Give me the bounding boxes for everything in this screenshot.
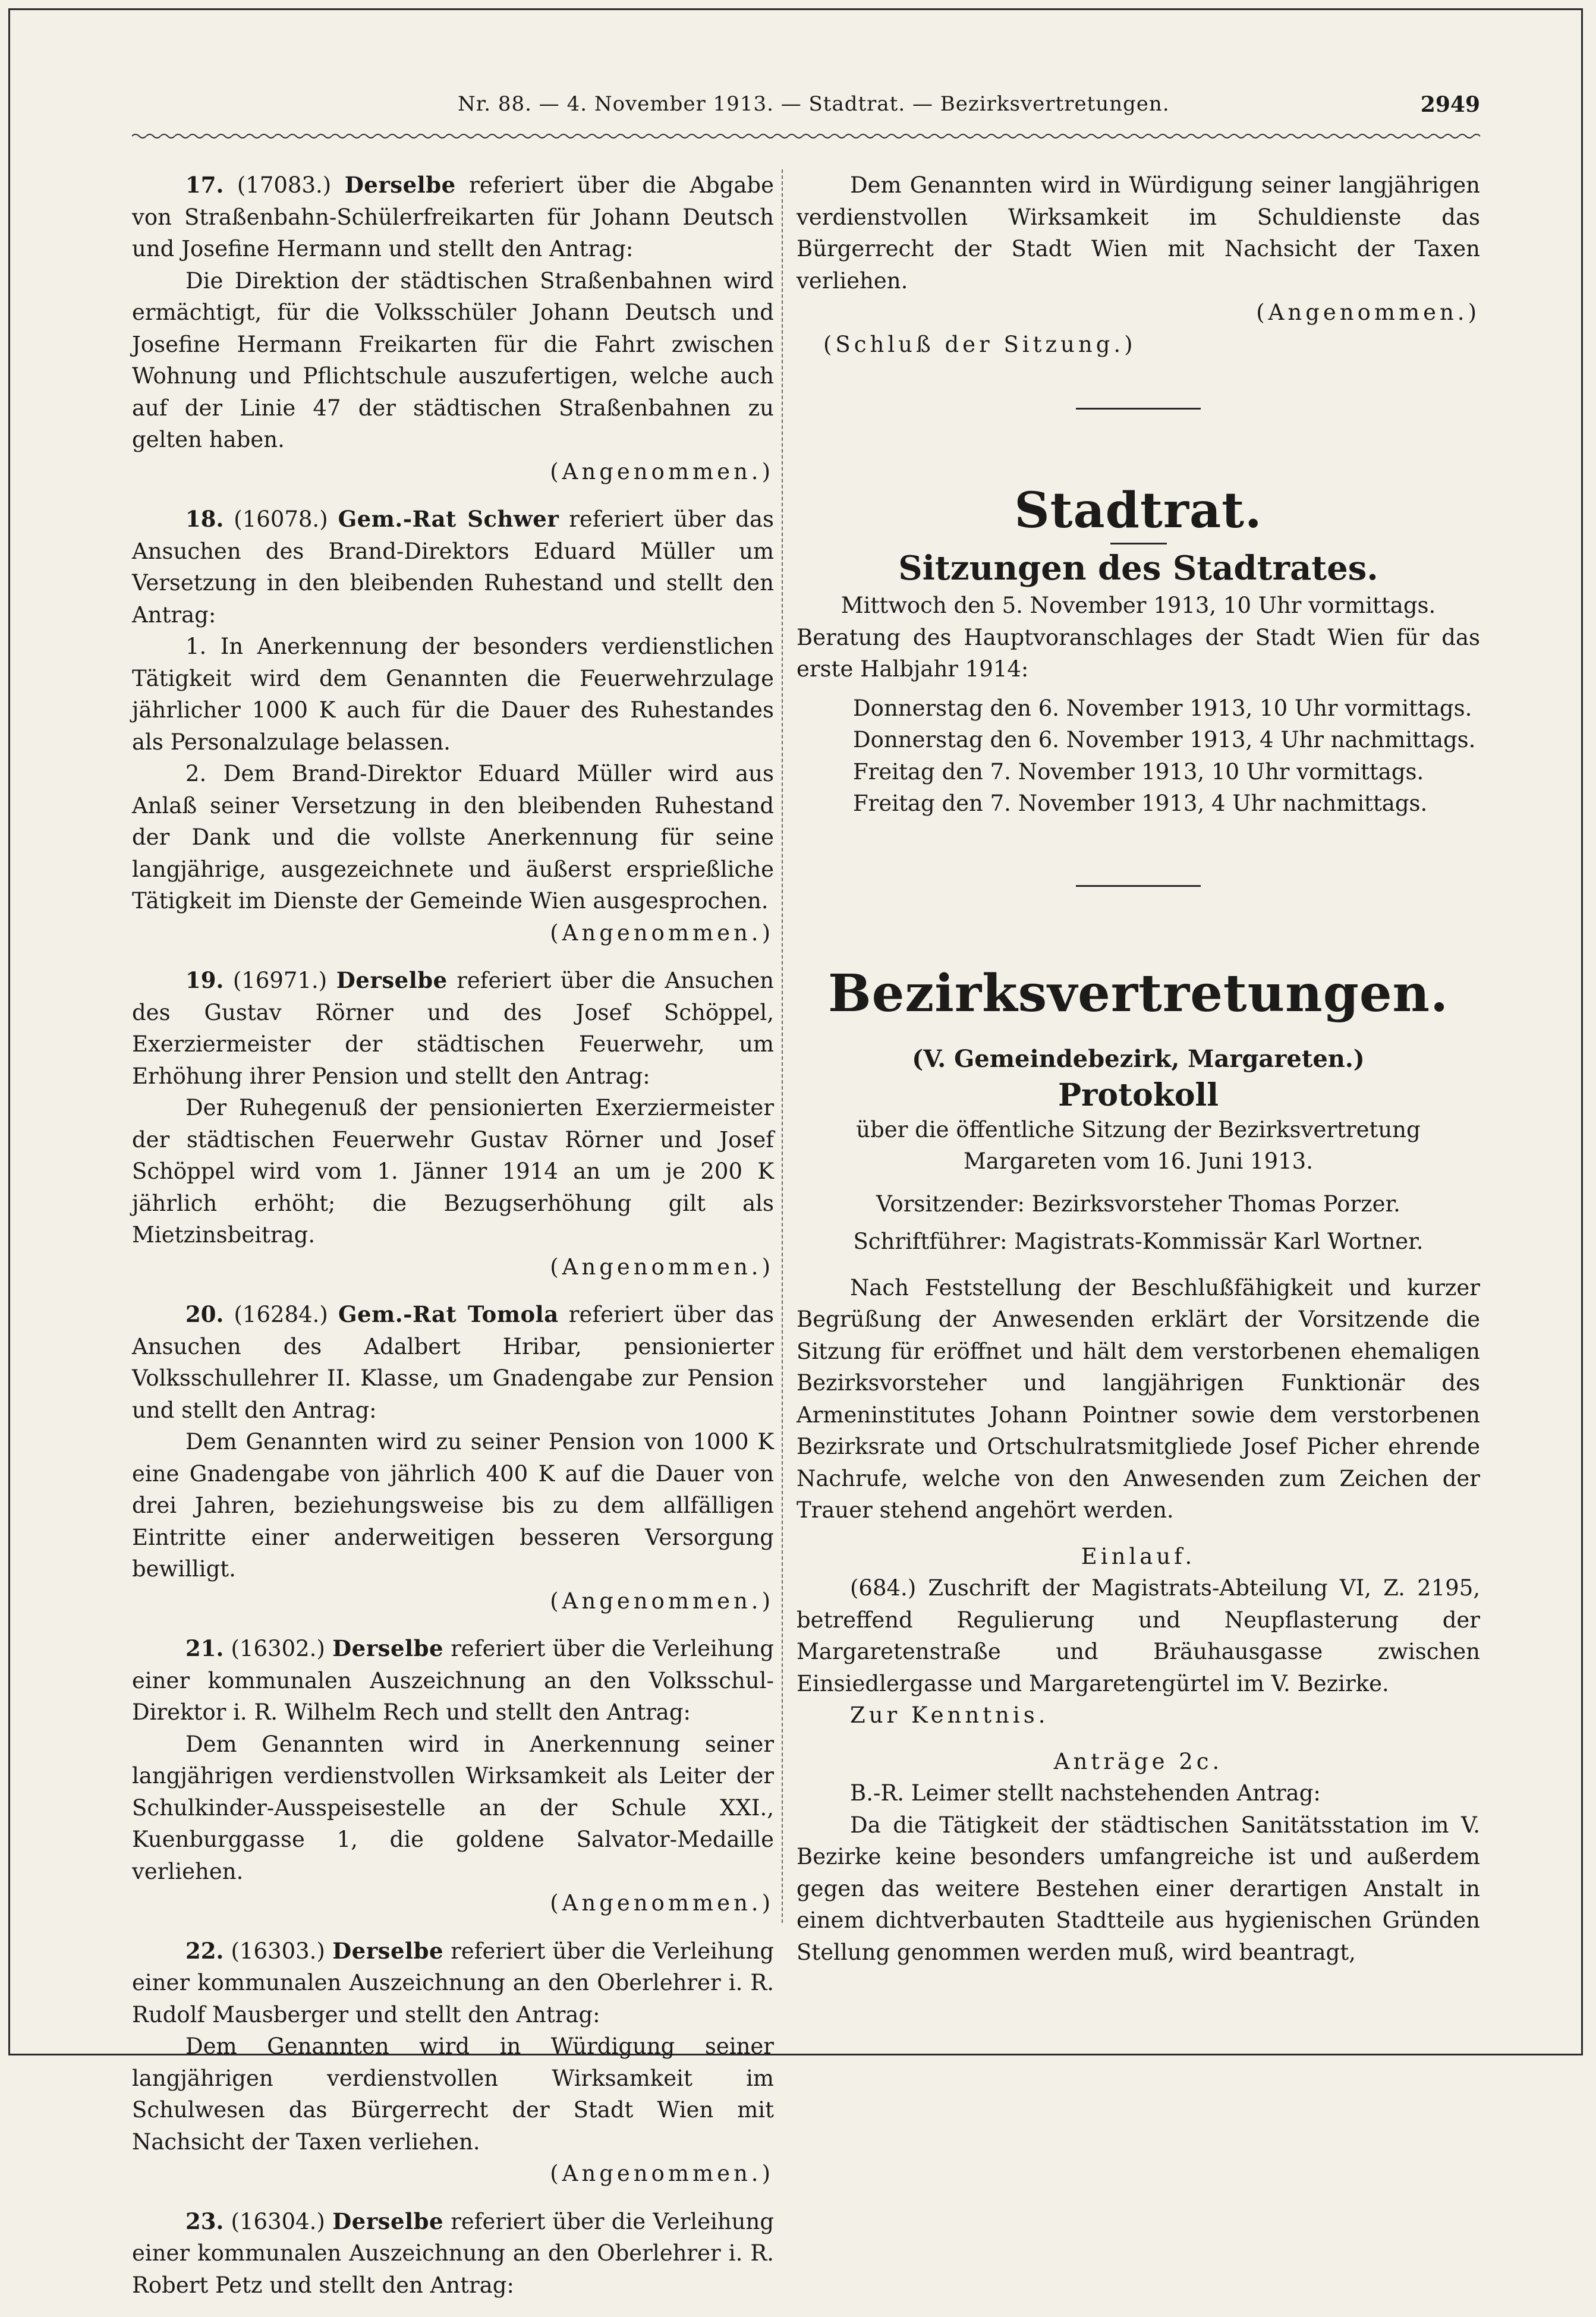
session-end: (Schluß der Sitzung.) bbox=[823, 331, 1137, 357]
bezirk-title: Bezirksvertretungen. bbox=[827, 963, 1449, 1024]
item-text: referiert über die Verleihung einer kommunalen Auszeichnung an den Volksschul-Direktor i. R. Wilhelm Rech und stellt den Antrag: bbox=[132, 1636, 775, 1725]
result: (Angenommen.) bbox=[550, 920, 774, 946]
item-22 bbox=[132, 1935, 774, 2190]
item-21 bbox=[132, 1633, 774, 1919]
item-text: referiert über die Ansuchen des Gustav Rörner und des Josef Schöppel, Exerziermeister der städtischen Feuerwehr, um Erhöhung ihrer Pension und stellt den Antrag: bbox=[132, 968, 774, 1089]
motion: Dem Genannten wird in Würdigung seiner langjährigen verdienstvollen Wirksamkeit im Schulwesen das Bürgerrecht der Stadt Wien mit Nachsicht der Taxen verliehen. bbox=[132, 2033, 774, 2155]
item-number: 21. bbox=[185, 1635, 224, 1661]
page-header bbox=[131, 92, 1480, 128]
item-20 bbox=[132, 1299, 774, 1617]
right-column bbox=[797, 169, 1480, 1968]
leimer-motion: B.-R. Leimer stellt nachstehenden Antrag: bbox=[850, 1780, 1321, 1806]
speaker: Derselbe bbox=[332, 2208, 444, 2234]
running-title: Nr. 88. — 4. November 1913. — Stadtrat. — Bezirksvertretungen. bbox=[458, 92, 1170, 116]
item-23 bbox=[132, 2206, 774, 2302]
speaker: Derselbe bbox=[336, 967, 448, 993]
motion: Der Ruhegenuß der pensionierten Exerziermeister der städtischen Feuerwehr Gustav Rörner und Josef Schöppel wird vom 1. Jänner 1914 an um je 200 K jährlich erhöht; die Bezugserhöhung gilt als Mietzinsbeitrag. bbox=[132, 1095, 774, 1248]
speaker: Gem.-Rat Tomola bbox=[338, 1301, 559, 1327]
speaker: Derselbe bbox=[332, 1937, 444, 1964]
item-19 bbox=[132, 965, 774, 1283]
item-number: 18. bbox=[185, 506, 224, 532]
item-number: 20. bbox=[185, 1301, 224, 1327]
stadtrat-subtitle: Sitzungen des Stadtrates. bbox=[898, 549, 1378, 588]
item-ref: (16302.) bbox=[231, 1636, 325, 1661]
result: (Angenommen.) bbox=[550, 1254, 774, 1280]
leimer-text: Da die Tätigkeit der städtischen Sanitätsstation im V. Bezirke keine besonders umfangreiche ist und außerdem gegen das weitere Bestehen einer derartigen Anstalt in einem dichtverbauten Stadtteile aus hygienischen Gründen Stellung genommen werden muß, wird beantragt, bbox=[797, 1812, 1480, 1965]
speaker: Derselbe bbox=[332, 1635, 444, 1661]
title-rule bbox=[1110, 543, 1167, 544]
stadtrat-line-1: Mittwoch den 5. November 1913, 10 Uhr vormittags. bbox=[841, 593, 1436, 618]
item-ref: (16971.) bbox=[232, 968, 328, 993]
motion-1: 1. In Anerkennung der besonders verdienstlichen Tätigkeit wird dem Genannten die Feuerwehrzulage jährlicher 1000 K auch für die Dauer des Ruhestandes als Personalzulage belassen. bbox=[132, 634, 774, 755]
schedule-date: Donnerstag den 6. November 1913, 4 Uhr nachmittags. bbox=[853, 727, 1476, 753]
schedule-date: Freitag den 7. November 1913, 10 Uhr vormittags. bbox=[853, 758, 1424, 785]
stadtrat-title: Stadtrat. bbox=[1014, 482, 1263, 539]
speaker: Derselbe bbox=[344, 172, 456, 198]
section-rule bbox=[1076, 408, 1201, 410]
result: (Angenommen.) bbox=[550, 458, 774, 484]
result: (Angenommen.) bbox=[550, 2161, 774, 2186]
left-column bbox=[132, 169, 774, 2317]
item-text: referiert über das Ansuchen des Brand-Direktors Eduard Müller um Versetzung in den bleibenden Ruhestand und stellt den Antrag: bbox=[132, 506, 775, 628]
item-ref: (16078.) bbox=[234, 506, 328, 532]
speaker: Gem.-Rat Schwer bbox=[338, 506, 559, 532]
einlauf-note: Zur Kenntnis. bbox=[850, 1702, 1049, 1728]
motion: Dem Genannten wird zu seiner Pension von 1000 K eine Gnadengabe von jährlich 400 K auf die Dauer von drei Jahren, beziehungsweise bis zu dem allfälligen Eintritte einer anderweitigen besseren Versorgung bewilligt. bbox=[132, 1429, 774, 1582]
antraege-heading: Anträge 2c. bbox=[1053, 1748, 1223, 1774]
column-divider bbox=[782, 169, 784, 1923]
item-ref: (16304.) bbox=[231, 2208, 325, 2234]
motion: Dem Genannten wird in Anerkennung seiner langjährigen verdienstvollen Wirksamkeit als Leiter der Schulkinder-Ausspeisestelle an der Schule XXI., Kuenburggasse 1, die goldene Salvator-Medaille verliehen. bbox=[132, 1731, 774, 1884]
section-rule bbox=[1076, 885, 1201, 887]
schedule-date: Donnerstag den 6. November 1913, 10 Uhr vormittags. bbox=[853, 695, 1472, 721]
item-number: 23. bbox=[185, 2208, 224, 2234]
protokoll-intro: über die öffentliche Sitzung der Bezirksvertretung Margareten vom 16. Juni 1913. bbox=[856, 1116, 1421, 1174]
chairman: Vorsitzender: Bezirksvorsteher Thomas Porzer. bbox=[876, 1191, 1400, 1217]
schedule-date: Freitag den 7. November 1913, 4 Uhr nachmittags. bbox=[853, 791, 1428, 816]
result: (Angenommen.) bbox=[550, 1890, 774, 1916]
item-ref: (16284.) bbox=[234, 1302, 328, 1327]
einlauf-text: (684.) Zuschrift der Magistrats-Abteilung VI, Z. 2195, betreffend Regulierung und Neupflasterung der Margaretenstraße und Bräuhausgasse zwischen Einsiedlergasse und Margaretengürtel im V. Bezirke. bbox=[797, 1575, 1480, 1696]
motion: Die Direktion der städtischen Straßenbahnen wird ermächtigt, für die Volksschüler Johann Deutsch und Josefine Hermann Freikarten für die Fahrt zwischen Wohnung und Pflichtschule auszufertigen, welche auch auf der Linie 47 der städtischen Straßenbahnen zu gelten haben. bbox=[132, 267, 774, 452]
result: (Angenommen.) bbox=[550, 1588, 774, 1614]
district-heading: (V. Gemeindebezirk, Margareten.) bbox=[912, 1044, 1365, 1073]
item-number: 22. bbox=[185, 1937, 224, 1964]
item-text: referiert über das Ansuchen des Adalbert Hribar, pensionierter Volksschullehrer II. Klasse, um Gnadengabe zur Pension und stellt den Antrag: bbox=[132, 1302, 774, 1423]
einlauf-heading: Einlauf. bbox=[1081, 1543, 1196, 1569]
header-wavy-rule bbox=[132, 132, 1480, 140]
item-text: referiert über die Verleihung einer kommunalen Auszeichnung an den Oberlehrer i. R. Rudolf Mausberger und stellt den Antrag: bbox=[132, 1938, 775, 2028]
stadtrat-line-2: Beratung des Hauptvoranschlages der Stadt Wien für das erste Halbjahr 1914: bbox=[797, 624, 1480, 682]
item-number: 17. bbox=[185, 172, 224, 198]
item-ref: (17083.) bbox=[237, 172, 332, 198]
motion-2: 2. Dem Brand-Direktor Eduard Müller wird aus Anlaß seiner Versetzung in den bleibenden Ruhestand der Dank und die vollste Anerkennung für seine langjährige, ausgezeichnete und äußerst ersprießliche Tätigkeit im Dienste der Gemeinde Wien ausgesprochen. bbox=[132, 761, 774, 914]
continued-result: (Angenommen.) bbox=[1256, 300, 1480, 325]
continued-motion: Dem Genannten wird in Würdigung seiner langjährigen verdienstvollen Wirksamkeit im Schuldienste das Bürgerrecht der Stadt Wien mit Nachsicht der Taxen verliehen. bbox=[797, 172, 1480, 294]
item-number: 19. bbox=[185, 967, 224, 993]
opening-text: Nach Feststellung der Beschlußfähigkeit und kurzer Begrüßung der Anwesenden erklärt der Vorsitzende die Sitzung für eröffnet und hält dem verstorbenen ehemaligen Bezirksvorsteher und langjährigen Funktionär des Armeninstitutes Johann Pointner sowie dem verstorbenen Bezirksrate und Ortschulratsmitgliede Josef Picher ehrende Nachrufe, welche von den Anwesenden zum Zeichen der Trauer stehend angehört werden. bbox=[797, 1274, 1480, 1523]
item-18 bbox=[132, 503, 774, 949]
item-text: referiert über die Abgabe von Straßenbahn-Schülerfreikarten für Johann Deutsch und Josefine Hermann und stellt den Antrag: bbox=[132, 172, 774, 262]
item-text: referiert über die Verleihung einer kommunalen Auszeichnung an den Oberlehrer i. R. Robert Petz und stellt den Antrag: bbox=[132, 2208, 775, 2298]
item-17 bbox=[132, 169, 774, 487]
secretary: Schriftführer: Magistrats-Kommissär Karl Wortner. bbox=[853, 1229, 1424, 1254]
protokoll-heading: Protokoll bbox=[1057, 1076, 1219, 1113]
item-ref: (16303.) bbox=[231, 1938, 325, 1964]
page-number: 2949 bbox=[1420, 92, 1480, 117]
